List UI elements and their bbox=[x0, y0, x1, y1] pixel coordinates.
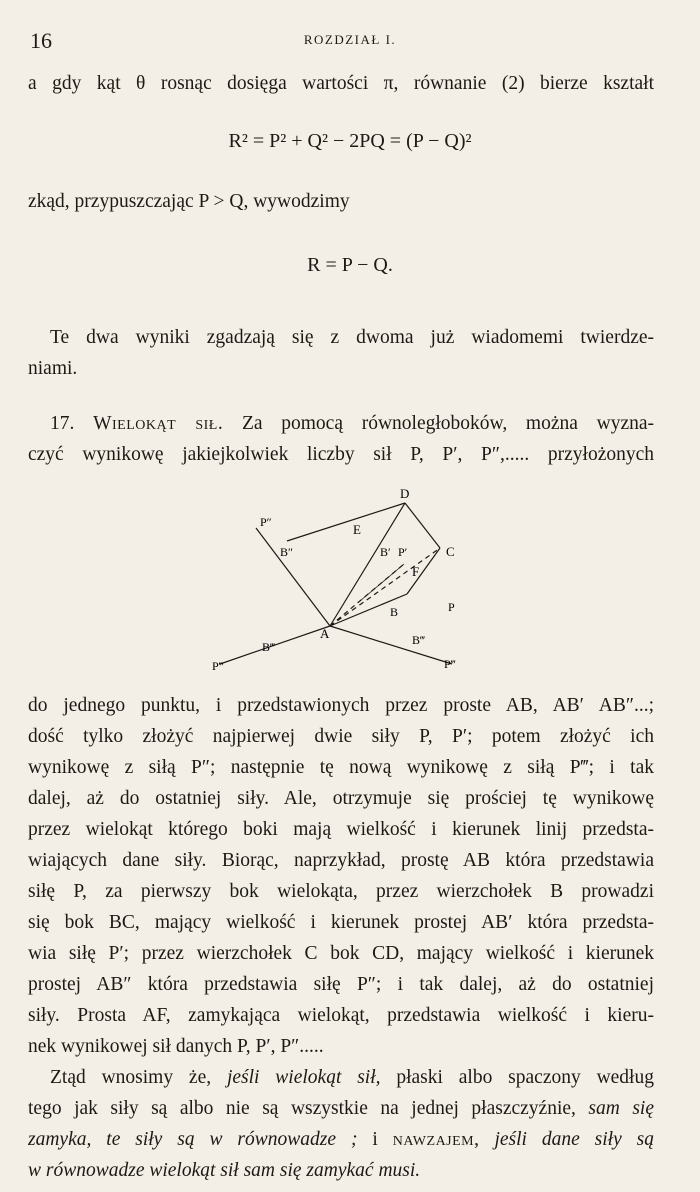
text-line bbox=[28, 1155, 654, 1186]
section-17-first-line bbox=[28, 408, 654, 439]
text-fragment: Ztąd wnosimy że, bbox=[50, 1067, 212, 1088]
text-line: wynikowę z siłą P″; następnie tę nową wynikowę z siłą P‴; i tak bbox=[28, 757, 654, 778]
section-title: Wielokąt sił. bbox=[93, 413, 224, 434]
force-polygon-figure bbox=[190, 476, 510, 686]
small-caps-fragment: nawzajem, bbox=[392, 1129, 480, 1150]
text-line: dość tylko złożyć najpierwej dwie siły P, P′; potem złożyć ich bbox=[28, 726, 654, 747]
label-p3-left: P‴ bbox=[212, 659, 224, 673]
label-b2: B″ bbox=[280, 545, 294, 559]
paragraph-zkad bbox=[28, 186, 654, 217]
label-b1: B′ bbox=[380, 545, 391, 559]
text-line: do jednego punktu, i przedstawionych przez proste AB, AB′ AB″...; bbox=[28, 695, 654, 716]
text-line bbox=[28, 1124, 654, 1155]
text-line: wiających dane siły. Biorąc, naprzykład, prostę AB która przedstawia bbox=[28, 850, 654, 871]
text-line bbox=[28, 1093, 654, 1124]
italic-fragment: sam się bbox=[588, 1098, 654, 1119]
section-number: 17. bbox=[50, 413, 75, 434]
label-c: C bbox=[446, 544, 455, 559]
text-line: dalej, aż do ostatniej siły. Ale, otrzymuje się prościej tę wynikowę bbox=[28, 788, 654, 809]
italic-fragment: w równowadze wielokąt sił sam się zamykać musi. bbox=[28, 1160, 421, 1181]
label-a: A bbox=[320, 626, 330, 641]
label-f: F bbox=[412, 564, 420, 579]
text-line: nek wynikowej sił danych P, P′, P″..... bbox=[28, 1036, 324, 1057]
page-number: 16 bbox=[30, 28, 52, 53]
equation-r-difference: R = P − Q. bbox=[307, 254, 393, 276]
text-line: wia siłę P′; przez wierzchołek C bok CD, mający wielkość i kierunek bbox=[28, 943, 654, 964]
label-p: P bbox=[448, 600, 455, 614]
text-line: a gdy kąt θ rosnąc dosięga wartości π, równanie (2) bierze kształt bbox=[28, 73, 654, 94]
label-p3-right: P‴ bbox=[444, 657, 456, 671]
paragraph-body bbox=[28, 690, 654, 1062]
paragraph-intro bbox=[28, 68, 654, 99]
section-17 bbox=[28, 408, 654, 470]
text-line: przez wielokąt którego boki mają wielkość i kierunek linij przedsta- bbox=[28, 819, 654, 840]
text-line: Te dwa wyniki zgadzają się z dwoma już wiadomemi twierdze- bbox=[50, 327, 654, 348]
text-line: czyć wynikowę jakiejkolwiek liczby sił P, P′, P″,..... przyłożonych bbox=[28, 444, 654, 465]
text-line: się bok BC, mający wielkość i kierunek prostej AB′ która przedsta- bbox=[28, 912, 654, 933]
label-b3-right: B‴ bbox=[412, 633, 426, 647]
text-fragment: Za pomocą równoległoboków, można wyzna- bbox=[241, 413, 654, 434]
label-p1: P′ bbox=[398, 545, 408, 559]
text-line bbox=[28, 1062, 654, 1093]
italic-fragment: jeśli dane siły są bbox=[494, 1129, 654, 1150]
running-head: ROZDZIAŁ I. bbox=[303, 32, 397, 47]
italic-fragment: zamyka, te siły są w równowadze ; bbox=[28, 1129, 358, 1150]
equation-r-squared: R² = P² + Q² − 2PQ = (P − Q)² bbox=[228, 130, 472, 152]
page-header bbox=[30, 28, 670, 54]
text-fragment: tego jak siły są albo nie są wszystkie na jednej płaszczyźnie, bbox=[28, 1098, 576, 1119]
label-b: B bbox=[390, 605, 399, 619]
text-fragment: i bbox=[372, 1129, 378, 1150]
text-line: prostej AB″ która przedstawia siłę P″; i tak dalej, aż do ostatniej bbox=[28, 974, 654, 995]
text-line: zkąd, przypuszczając P > Q, wywodzimy bbox=[28, 191, 350, 212]
paragraph-conclusion bbox=[28, 1062, 654, 1186]
text-fragment: płaski albo spaczony według bbox=[396, 1067, 654, 1088]
italic-fragment: jeśli wielokąt sił, bbox=[226, 1067, 381, 1088]
text-line: niami. bbox=[28, 358, 78, 379]
label-b3-left: B‴ bbox=[262, 640, 276, 654]
label-e: E bbox=[353, 522, 361, 537]
label-d: D bbox=[400, 486, 410, 501]
text-line: siły. Prosta AF, zamykająca wielokąt, przedstawia wielkość i kieru- bbox=[28, 1005, 654, 1026]
paragraph-results bbox=[28, 322, 654, 384]
text-line: siłę P, za pierwszy bok wielokąta, przez wierzchołek B prowadzi bbox=[28, 881, 654, 902]
label-p2: P″ bbox=[260, 515, 272, 529]
